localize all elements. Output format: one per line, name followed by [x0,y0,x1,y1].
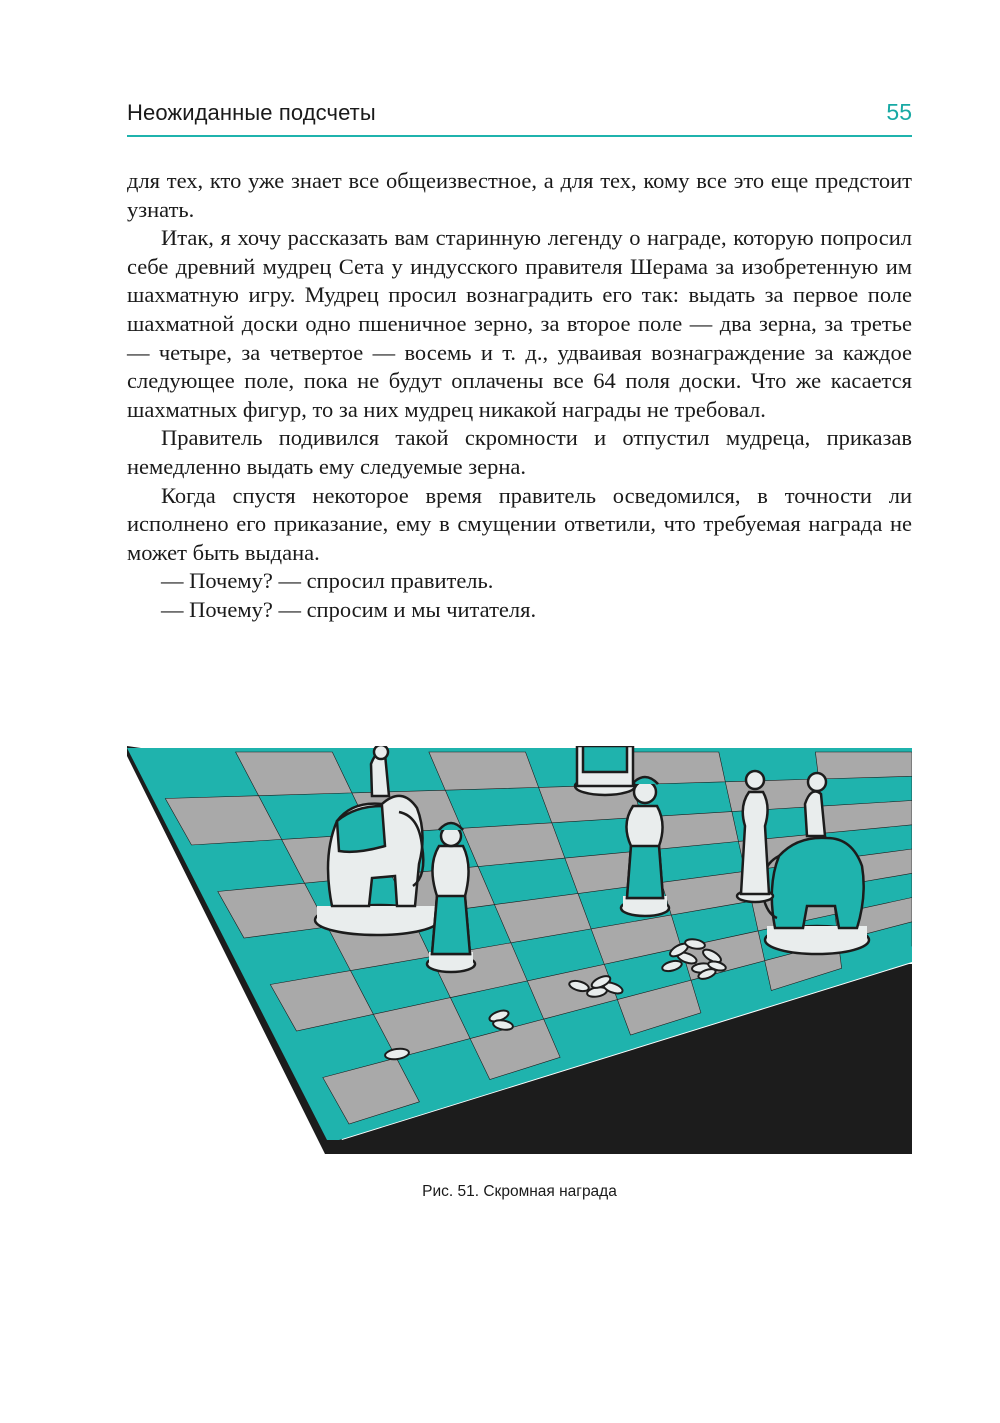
dialogue-line-1: — Почему? — спросил правитель. [161,568,494,594]
dialogue-line-2: — Почему? — спросим и мы читателя. [161,596,537,622]
paragraph-4: Когда спустя некоторое время правитель осведомился, в точности ли исполнено его приказание, ему в смущении ответили, что требуемая награда не может быть выдана. [127,482,912,565]
header-rule [127,135,912,137]
paragraph-1: для тех, кто уже знает все общеизвестное, а для тех, кому все это еще предстоит узнать. [127,168,912,222]
figure-caption: Рис. 51. Скромная награда [422,1183,617,1200]
running-title: Неожиданные подсчеты [127,100,376,125]
page-number: 55 [886,99,912,125]
paragraph-2: Итак, я хочу рассказать вам старинную легенду о награде, которую попросил себе древний мудрец Сета у индусского правителя Шерама за изобретенную им шахматную игру. Мудрец просил вознаградить его так: выдать за первое поле шахматной доски одно пшеничное зерно, за второе поле — два зерна, за третье — четыре, за четвертое — восемь и т. д., удваивая вознаграждение за каждое следующее поле, пока не будут оплачены все 64 поля доски. Что же касается шахматных фигур, то за них мудрец никакой награды не требовал. [127,225,912,422]
chessboard-illustration [127,746,912,1178]
paragraph-3: Правитель подивился такой скромности и отпустил мудреца, приказав немедленно выдать ему следуемые зерна. [127,425,912,479]
board-square [429,752,539,790]
board-square [815,752,912,779]
running-head [127,98,912,132]
chessboard-svg [127,746,912,1178]
piece-top-center [575,746,635,795]
body-text [127,167,912,625]
